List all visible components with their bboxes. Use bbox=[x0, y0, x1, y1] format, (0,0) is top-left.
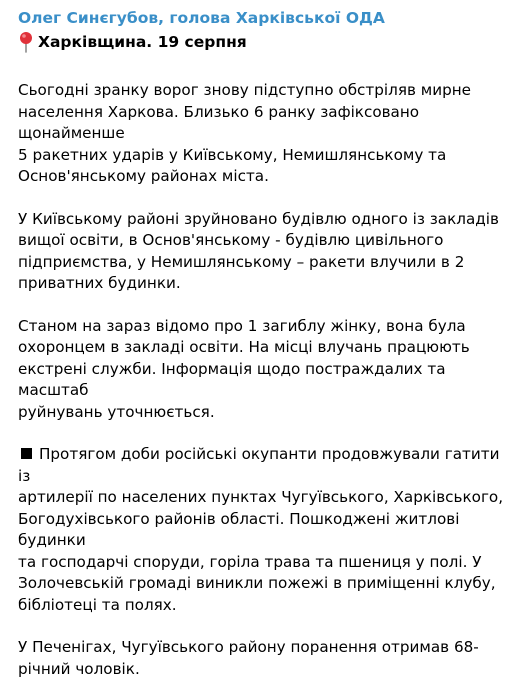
paragraph-5: У Печенігах, Чугуївського району поранення отримав 68- річний чоловік. bbox=[18, 638, 479, 678]
post-author[interactable]: Олег Синєгубов, голова Харківської ОДА bbox=[18, 9, 385, 27]
paragraph-4 bbox=[18, 444, 507, 616]
paragraph-1: Сьогодні зранку ворог знову підступно обстріляв мирне населення Харкова. Близько 6 ранку зафіксовано щонайменше 5 ракетних ударів у Київському, Немишлянському та Основ'янському районах міста. bbox=[18, 81, 471, 185]
post-body bbox=[18, 80, 507, 680]
post-location-text: Харківщина. 19 серпня bbox=[38, 33, 247, 51]
red-pin-icon bbox=[18, 31, 34, 53]
black-square-icon bbox=[21, 448, 32, 459]
paragraph-4-text: Протягом доби російські окупанти продовжували гатити із артилерії по населених пунктах Чугуївського, Харківського, Богодухівського районів області. Пошкоджені житлові будинки та господарчі споруди, горіла трава та пшениця у полі. У Золочевській громаді виникли пожежі в приміщенні клубу, бібліотеці та полях. bbox=[18, 445, 504, 614]
paragraph-2: У Київському районі зруйновано будівлю одного із закладів вищої освіти, в Основ'янському - будівлю цивільного підприємства, у Немишлянському – ракети влучили в 2 приватних будинки. bbox=[18, 209, 499, 292]
paragraph-3: Станом на зараз відомо про 1 загиблу жінку, вона була охоронцем в закладі освіти. На місці влучань працюють екстрені служби. Інформація щодо постраждалих та масштаб руйнувань уточнюється. bbox=[18, 316, 470, 421]
post-location bbox=[18, 30, 507, 54]
